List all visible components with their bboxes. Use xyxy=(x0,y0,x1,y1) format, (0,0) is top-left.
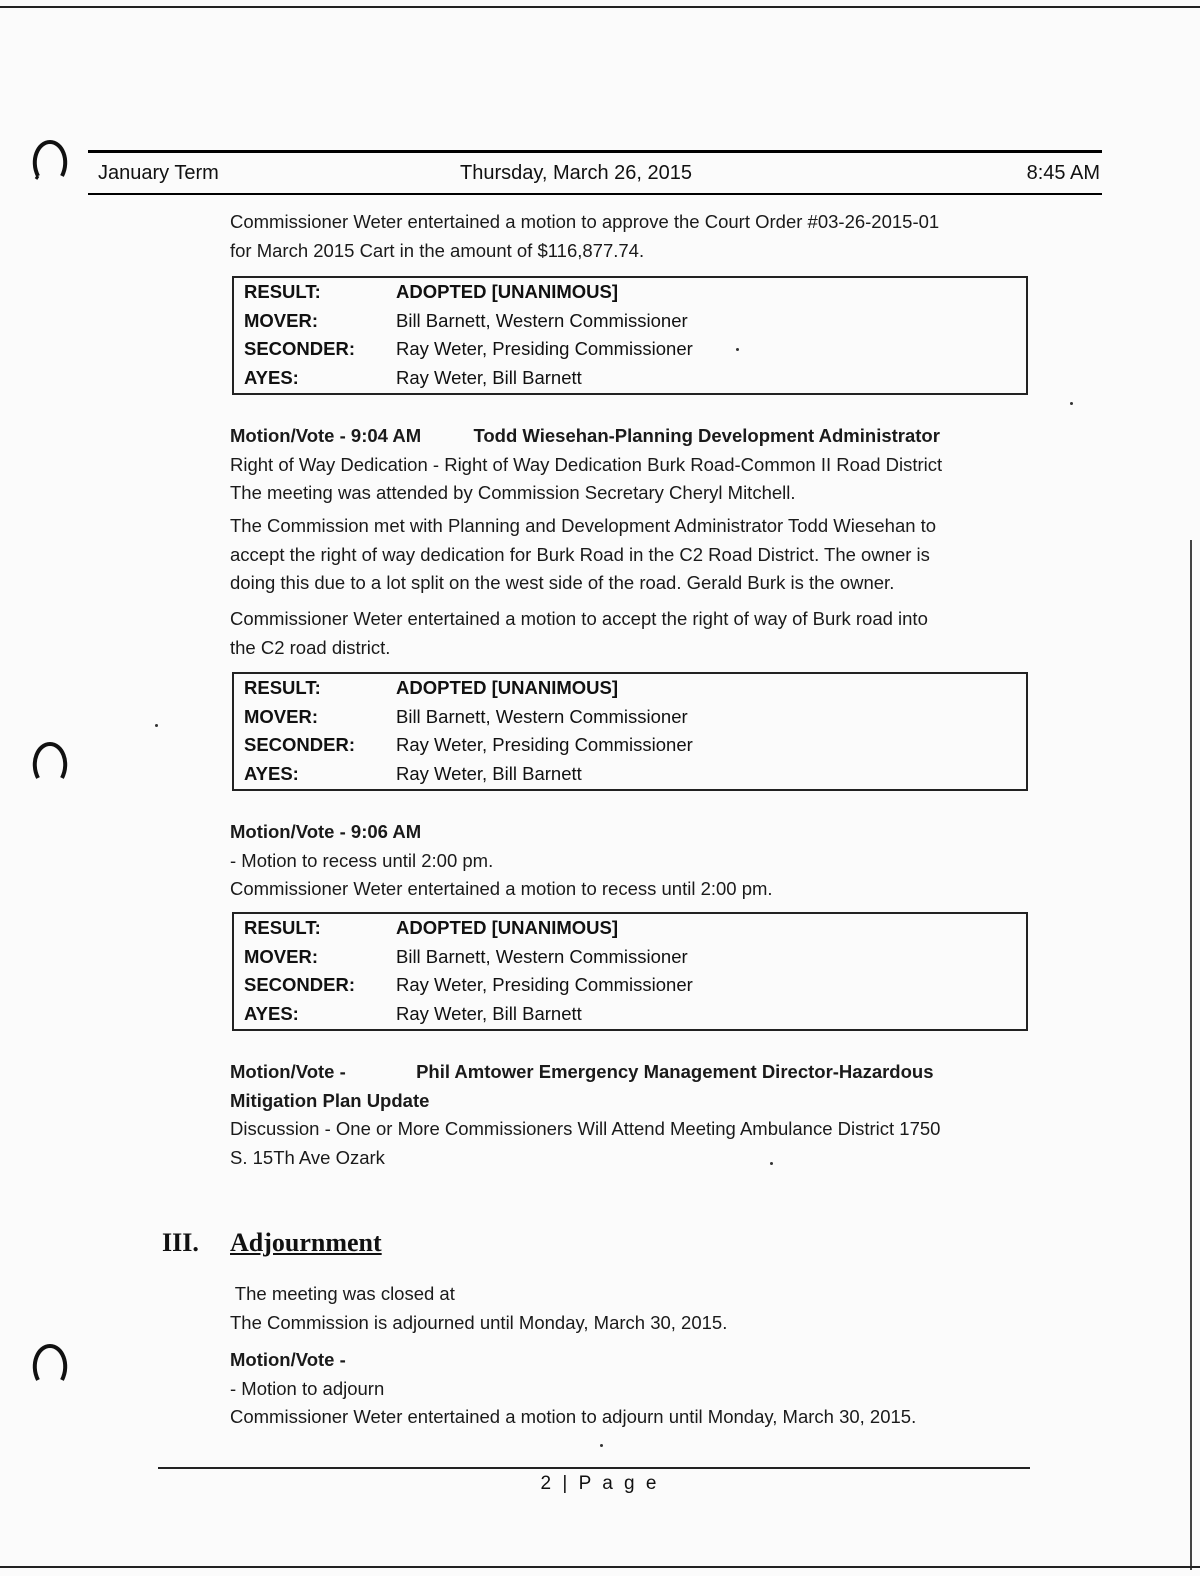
text-line: doing this due to a lot split on the west side of the road. Gerald Burk is the owner. xyxy=(230,572,895,593)
header-rule xyxy=(88,193,1102,195)
vote-value: Ray Weter, Presiding Commissioner xyxy=(396,974,693,995)
text-line: Commissioner Weter entertained a motion to recess until 2:00 pm. xyxy=(230,878,773,899)
vote-label: MOVER: xyxy=(244,705,318,727)
scan-speck xyxy=(770,1162,773,1165)
motion-paragraph xyxy=(230,512,1030,598)
motion-heading: Motion/Vote - 9:06 AM xyxy=(230,821,422,842)
text-line: accept the right of way dedication for Burk Road in the C2 Road District. The owner is xyxy=(230,543,930,565)
vote-row xyxy=(234,760,1026,789)
vote-row xyxy=(234,1000,1026,1029)
vote-label: MOVER: xyxy=(244,945,318,967)
text-line: the C2 road district. xyxy=(230,636,391,658)
header-term: January Term xyxy=(98,162,219,184)
section-number: III. xyxy=(162,1228,199,1257)
text-line: Discussion - One or More Commissioners Will Attend Meeting Ambulance District 1750 xyxy=(230,1118,941,1139)
scan-edge-right xyxy=(1190,540,1192,1570)
scan-edge-top xyxy=(0,6,1200,8)
scan-speck xyxy=(155,724,158,727)
text-line: Right of Way Dedication - Right of Way Dedication Burk Road-Common II Road District xyxy=(230,453,943,475)
vote-label: AYES: xyxy=(244,366,299,388)
text-line: S. 15Th Ave Ozark xyxy=(230,1146,385,1168)
vote-value: Ray Weter, Bill Barnett xyxy=(396,1002,582,1024)
motion-heading-label: Motion/Vote - xyxy=(230,1061,346,1082)
vote-label: RESULT: xyxy=(244,281,321,302)
motion-section xyxy=(230,818,1030,904)
vote-row xyxy=(234,674,1026,703)
binder-hole-icon xyxy=(32,138,68,182)
vote-label: RESULT: xyxy=(244,917,321,938)
motion-paragraph xyxy=(230,208,1030,265)
motion-heading-title: Todd Wiesehan-Planning Development Administrator xyxy=(473,425,940,446)
motion-heading xyxy=(230,1058,1030,1087)
vote-value: Ray Weter, Presiding Commissioner xyxy=(396,338,693,359)
scan-speck xyxy=(736,348,739,351)
vote-value: Bill Barnett, Western Commissioner xyxy=(396,309,688,331)
text-line: - Motion to recess until 2:00 pm. xyxy=(230,849,494,871)
vote-label: SECONDER: xyxy=(244,734,356,755)
adjournment-paragraph xyxy=(230,1280,1030,1337)
motion-heading: Motion/Vote - xyxy=(230,1349,346,1370)
motion-heading-title: Phil Amtower Emergency Management Director-Hazardous xyxy=(416,1061,934,1082)
header-rule xyxy=(88,150,1102,153)
vote-table xyxy=(232,912,1028,1031)
vote-table xyxy=(232,276,1028,395)
vote-value: Ray Weter, Bill Barnett xyxy=(396,366,582,388)
scan-speck xyxy=(600,1444,603,1447)
text-line: for March 2015 Cart in the amount of $116,877.74. xyxy=(230,239,645,261)
vote-label: MOVER: xyxy=(244,309,318,331)
motion-section xyxy=(230,1058,1030,1172)
binder-hole-icon xyxy=(32,740,68,784)
vote-value: ADOPTED [UNANIMOUS] xyxy=(396,917,618,938)
vote-row xyxy=(234,364,1026,393)
scan-speck xyxy=(1070,402,1073,405)
page-number: 2 | P a g e xyxy=(540,1473,660,1494)
binder-hole-icon xyxy=(32,1342,68,1386)
header-date: Thursday, March 26, 2015 xyxy=(460,162,692,184)
vote-label: AYES: xyxy=(244,762,299,784)
vote-row xyxy=(234,971,1026,1000)
motion-heading-title-cont: Mitigation Plan Update xyxy=(230,1089,430,1111)
vote-row xyxy=(234,703,1026,732)
vote-label: RESULT: xyxy=(244,677,321,698)
vote-label: AYES: xyxy=(244,1002,299,1024)
text-line: The Commission met with Planning and Development Administrator Todd Wiesehan to xyxy=(230,515,937,536)
vote-label: SECONDER: xyxy=(244,338,356,359)
text-line: The meeting was closed at xyxy=(230,1283,455,1304)
vote-value: Ray Weter, Bill Barnett xyxy=(396,762,582,784)
footer-rule xyxy=(158,1467,1030,1469)
scan-edge-bottom xyxy=(0,1566,1200,1568)
motion-heading-label: Motion/Vote - 9:04 AM xyxy=(230,425,422,446)
vote-row xyxy=(234,914,1026,943)
vote-row xyxy=(234,943,1026,972)
vote-row xyxy=(234,307,1026,336)
text-line: - Motion to adjourn xyxy=(230,1377,385,1399)
vote-value: Ray Weter, Presiding Commissioner xyxy=(396,734,693,755)
text-line: Commissioner Weter entertained a motion to accept the right of way of Burk road into xyxy=(230,608,928,629)
text-line: Commissioner Weter entertained a motion to approve the Court Order #03-26-2015-01 xyxy=(230,211,940,232)
vote-value: ADOPTED [UNANIMOUS] xyxy=(396,677,618,698)
vote-value: Bill Barnett, Western Commissioner xyxy=(396,705,688,727)
vote-value: ADOPTED [UNANIMOUS] xyxy=(396,281,618,302)
text-line: Commissioner Weter entertained a motion to adjourn until Monday, March 30, 2015. xyxy=(230,1406,917,1427)
text-line: The meeting was attended by Commission Secretary Cheryl Mitchell. xyxy=(230,482,796,503)
header-time: 8:45 AM xyxy=(1026,162,1100,184)
text-line: The Commission is adjourned until Monday, March 30, 2015. xyxy=(230,1311,728,1333)
vote-value: Bill Barnett, Western Commissioner xyxy=(396,945,688,967)
motion-section xyxy=(230,1346,1030,1432)
motion-section xyxy=(230,422,1030,508)
vote-row xyxy=(234,335,1026,364)
motion-heading xyxy=(230,422,1030,451)
motion-paragraph xyxy=(230,605,1030,662)
vote-table xyxy=(232,672,1028,791)
vote-row xyxy=(234,731,1026,760)
vote-row xyxy=(234,278,1026,307)
section-title: Adjournment xyxy=(230,1228,382,1257)
vote-label: SECONDER: xyxy=(244,974,356,995)
